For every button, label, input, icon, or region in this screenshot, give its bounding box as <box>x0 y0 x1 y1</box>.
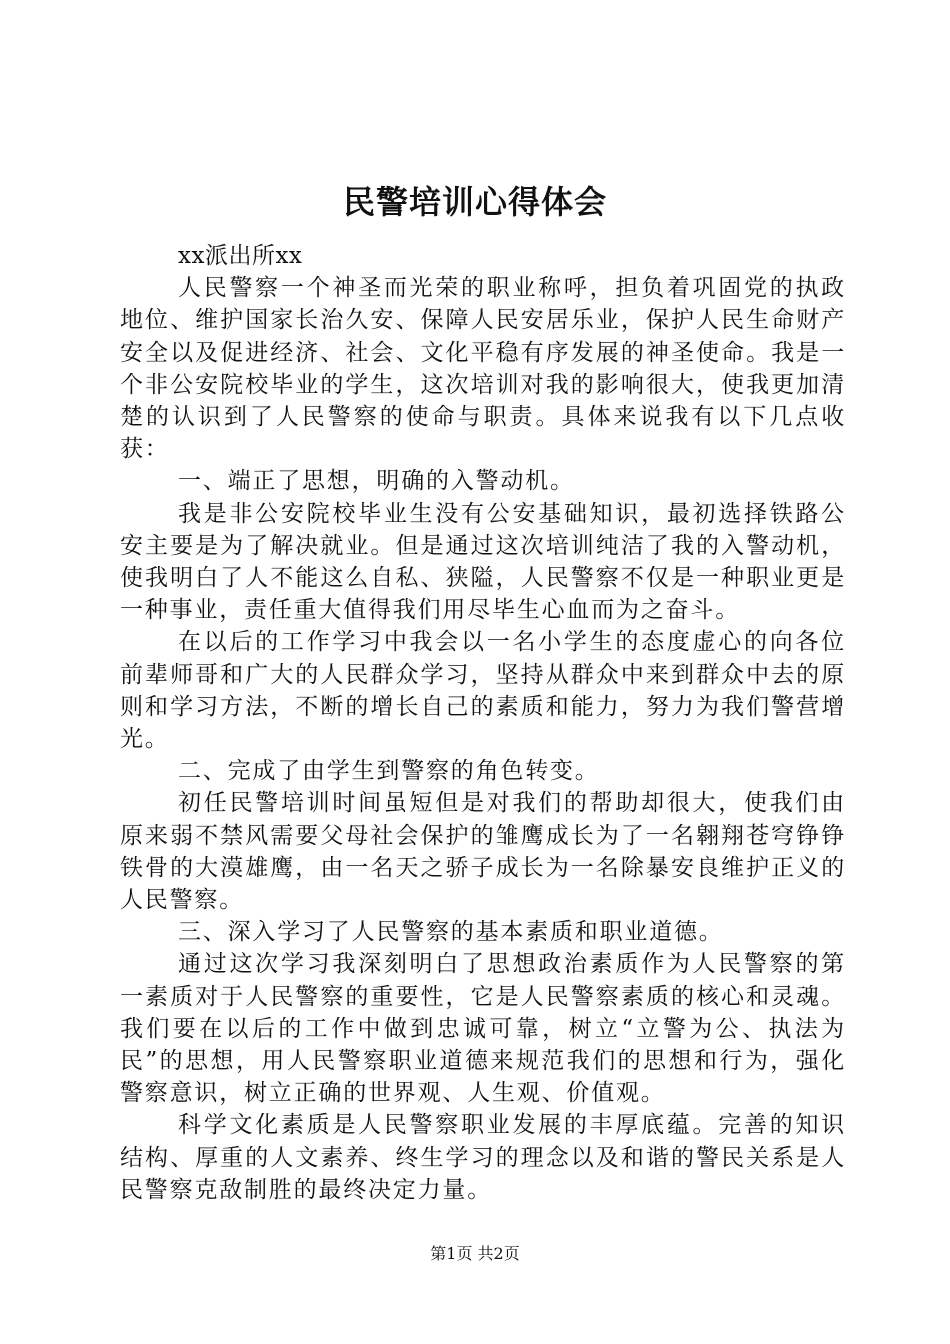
page-number-footer: 第1页 共2页 <box>430 1244 520 1263</box>
paragraph-section-2: 初任民警培训时间虽短但是对我们的帮助却很大，使我们由原来弱不禁风需要父母社会保护的雏鹰成长为了一名翱翔苍穹铮铮铁骨的大漠雄鹰，由一名天之骄子成长为一名除暴安良维护正义的人民警察。 <box>120 790 846 914</box>
paragraph-section-3a: 通过这次学习我深刻明白了思想政治素质作为人民警察的第一素质对于人民警察的重要性，它是人民警察素质的核心和灵魂。我们要在以后的工作中做到忠诚可靠，树立“立警为公、执法为民”的思想，用人民警察职业道德来规范我们的思想和行为，强化警察意识，树立正确的世界观、人生观、价值观。 <box>120 951 846 1107</box>
section-heading-3: 三、深入学习了人民警察的基本素质和职业道德。 <box>178 919 724 946</box>
paragraph-section-1b: 在以后的工作学习中我会以一名小学生的态度虚心的向各位前辈师哥和广大的人民群众学习，坚持从群众中来到群众中去的原则和学习方法，不断的增长自己的素质和能力，努力为我们警营增光。 <box>120 629 846 753</box>
document-body <box>120 240 846 1206</box>
section-heading-2: 二、完成了由学生到警察的角色转变。 <box>178 758 600 785</box>
author-line: xx派出所xx <box>178 243 303 269</box>
paragraph-section-3b: 科学文化素质是人民警察职业发展的丰厚底蕴。完善的知识结构、厚重的人文素养、终生学习的理念以及和谐的警民关系是人民警察克敌制胜的最终决定力量。 <box>120 1112 846 1203</box>
paragraph-section-1a: 我是非公安院校毕业生没有公安基础知识，最初选择铁路公安主要是为了解决就业。但是通过这次培训纯洁了我的入警动机，使我明白了人不能这么自私、狭隘，人民警察不仅是一种职业更是一种事业，责任重大值得我们用尽毕生心血而为之奋斗。 <box>120 500 846 624</box>
section-heading-1: 一、端正了思想，明确的入警动机。 <box>178 468 575 495</box>
paragraph-intro: 人民警察一个神圣而光荣的职业称呼，担负着巩固党的执政地位、维护国家长治久安、保障人民安居乐业，保护人民生命财产安全以及促进经济、社会、文化平稳有序发展的神圣使命。我是一个非公安院校毕业的学生，这次培训对我的影响很大，使我更加清楚的认识到了人民警察的使命与职责。具体来说我有以下几点收获： <box>120 275 846 463</box>
document-title: 民警培训心得体会 <box>342 183 607 221</box>
